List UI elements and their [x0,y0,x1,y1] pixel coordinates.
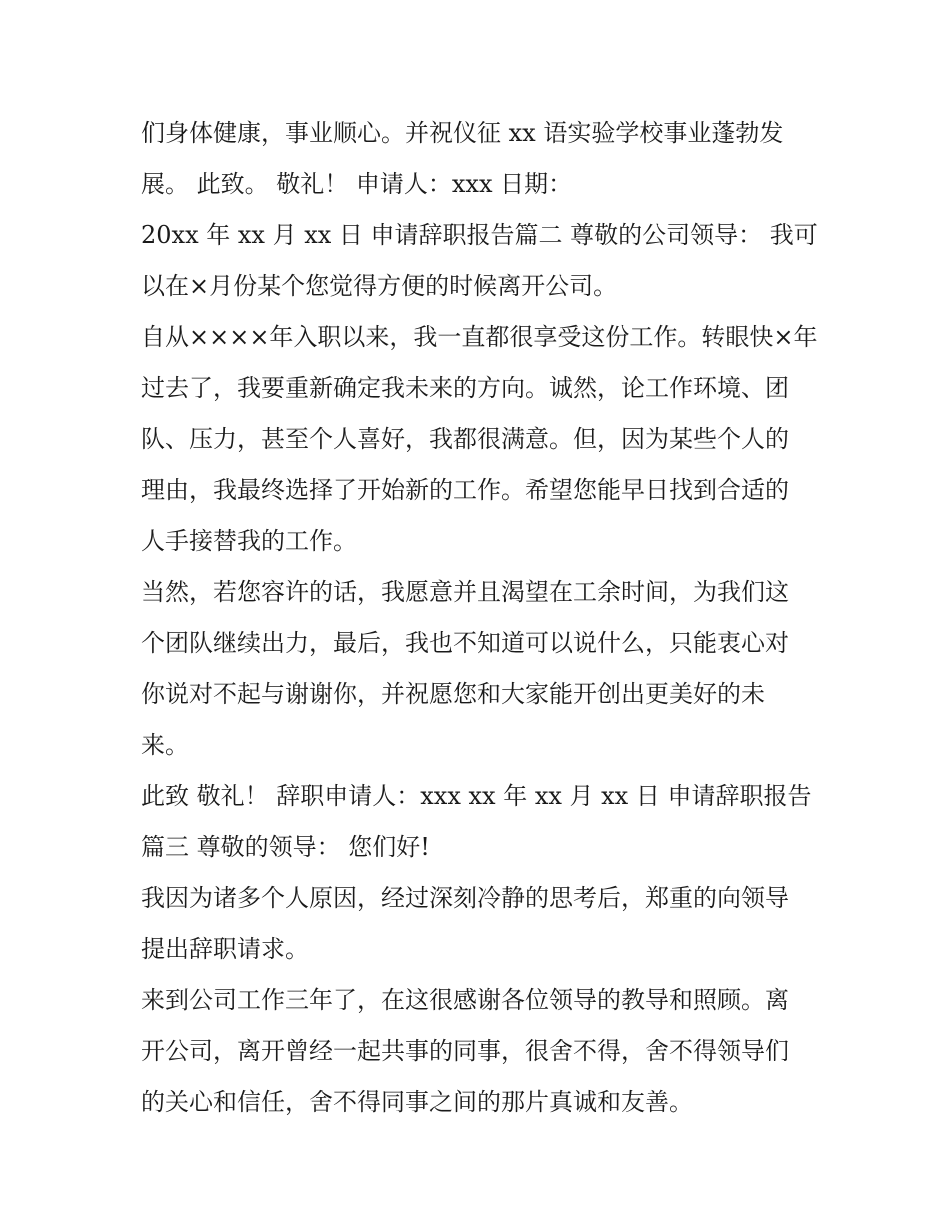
text-line: 你说对不起与谢谢你，并祝愿您和大家能开创出更美好的未 [141,680,765,708]
text-line: 人手接替我的工作。 [141,527,357,555]
text-line: 篇三 尊敬的领导： 您们好! [141,833,430,861]
text-line: 个团队继续出力，最后，我也不知道可以说什么，只能衷心对 [141,629,789,657]
text-line: 来。 [141,731,189,759]
text-line: 过去了，我要重新确定我未来的方向。诚然，论工作环境、团 [141,374,789,402]
text-line: 展。 此致。 敬礼！ 申请人：xxx 日期： [141,170,573,198]
text-line: 此致 敬礼！ 辞职申请人：xxx xx 年 xx 月 xx 日 申请辞职报告 [141,782,812,810]
text-line: 理由，我最终选择了开始新的工作。希望您能早日找到合适的 [141,476,789,504]
text-line: 来到公司工作三年了，在这很感谢各位领导的教导和照顾。离 [141,986,789,1014]
text-line: 开公司，离开曾经一起共事的同事，很舍不得，舍不得领导们 [141,1037,789,1065]
text-line: 队、压力，甚至个人喜好，我都很满意。但，因为某些个人的 [141,425,789,453]
text-line: 20xx 年 xx 月 xx 日 申请辞职报告篇二 尊敬的公司领导： 我可 [141,221,818,249]
text-line: 我因为诸多个人原因，经过深刻冷静的思考后，郑重的向领导 [141,884,789,912]
text-line: 们身体健康，事业顺心。并祝仪征 xx 语实验学校事业蓬勃发 [141,119,784,147]
text-line: 提出辞职请求。 [141,935,309,963]
text-line: 以在×月份某个您觉得方便的时候离开公司。 [141,272,618,300]
text-line: 的关心和信任，舍不得同事之间的那片真诚和友善。 [141,1088,693,1116]
text-line: 自从××××年入职以来，我一直都很享受这份工作。转眼快×年 [141,323,818,351]
text-line: 当然，若您容许的话，我愿意并且渴望在工余时间，为我们这 [141,578,789,606]
document-body [141,108,818,1128]
